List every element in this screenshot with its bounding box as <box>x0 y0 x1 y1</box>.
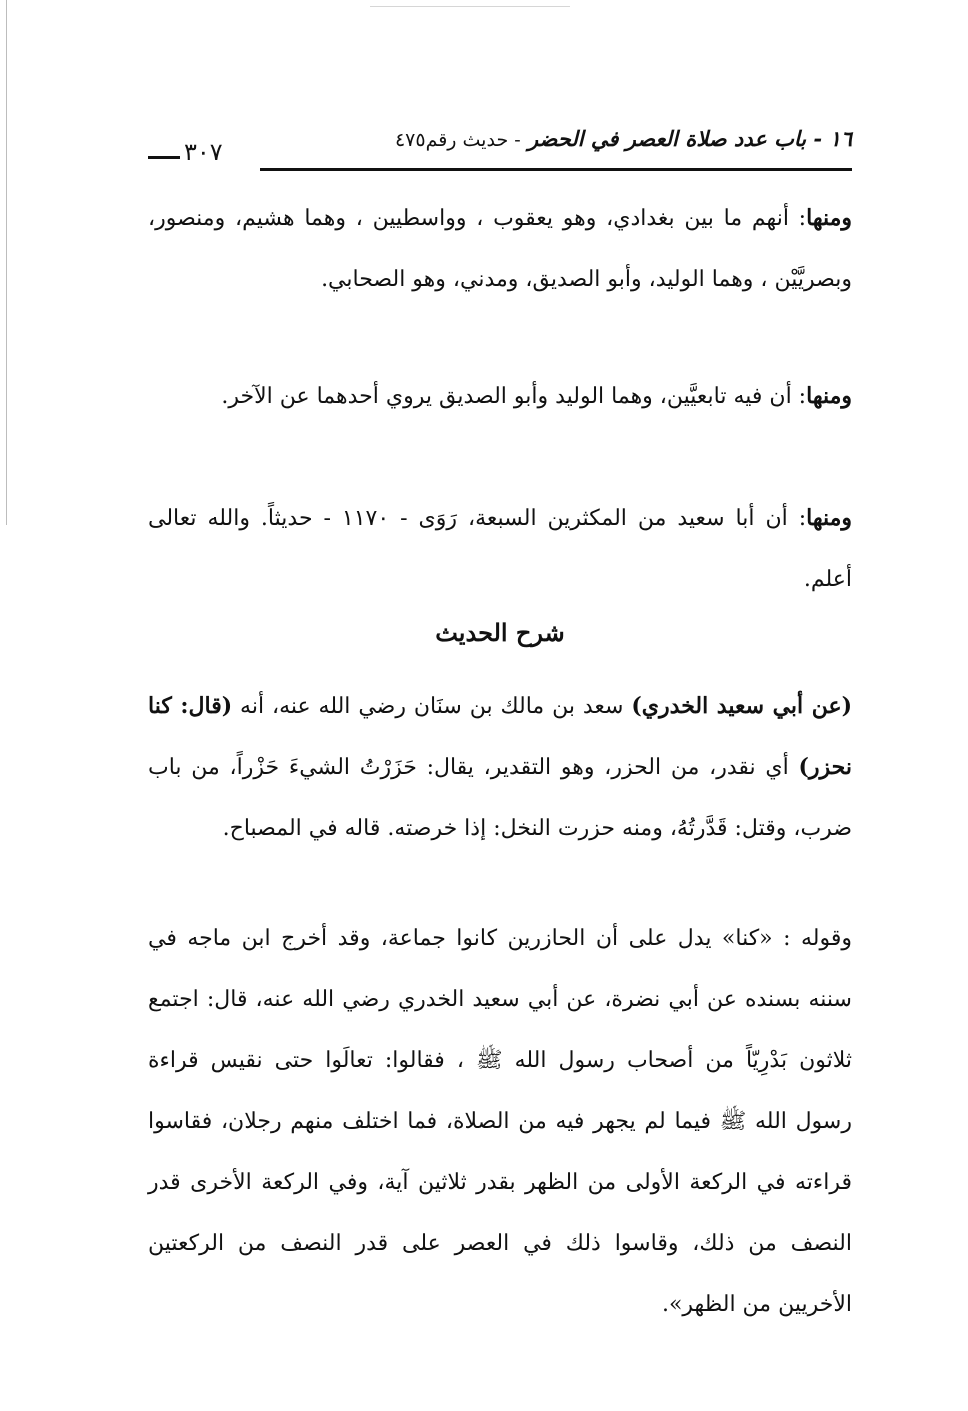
page-header <box>148 126 852 182</box>
paragraph-lead: ومنها <box>806 383 852 409</box>
page-edge-line <box>6 0 7 525</box>
hadith-reference: - حديث رقم٤٧٥ <box>394 129 521 151</box>
paragraph-text: : أنهم ما بين بغدادي، وهو يعقوب ، وواسطيين ، وهما هشيم، ومنصور، وبصريَّيْن ، وهما الوليد، وأبو الصديق، ومدني، وهو الصحابي. <box>148 206 852 292</box>
chapter-title-text: ١٦ - باب عدد صلاة العصر في الحضر <box>527 126 852 151</box>
paragraph-explanation-1 <box>148 676 852 859</box>
paragraph-narrators-origin <box>148 188 852 310</box>
paragraph-abu-saeed <box>148 488 852 610</box>
scan-top-mark <box>370 6 570 7</box>
paragraph-text: أي نقدر، من الحزر، وهو التقدير، يقال: حَزَرْتُ الشيءَ حَزْراً، من باب ضرب، وقتل: قَدَّرتُهُ، ومنه حزرت النخل: إذا خرصته. قاله في المصباح. <box>148 755 852 841</box>
chapter-title <box>395 126 852 151</box>
paragraph-text: وقوله : «كنا» يدل على أن الحازرين كانوا جماعة، وقد أخرج ابن ماجه في سننه بسنده عن أبي نضرة، عن أبي سعيد الخدري رضي الله عنه، قال: اجتمع ثلاثون بَدْرِيّاً من أصحاب رسول الله ﷺ ، فقالوا: تعالَوا حتى نقيس قراءة رسول الله ﷺ فيما لم يجهر فيه من الصلاة، فما اختلف منهم رجلان، فقاسوا قراءته في الركعة الأولى من الظهر بقدر ثلاثين آية، وفي الركعة الأخرى قدر النصف من ذلك، وقاسوا ذلك في العصر على قدر النصف من الركعتين الأخريين من الظهر». <box>148 926 852 1317</box>
paragraph-explanation-2 <box>148 908 852 1335</box>
paragraph-tabiin <box>148 366 852 427</box>
page-number: ٣٠٧ <box>184 138 223 166</box>
quoted-phrase: (عن أبي سعيد الخدري) <box>631 693 852 719</box>
page-number-dash <box>148 156 180 159</box>
paragraph-text: : أن فيه تابعيَّين، وهما الوليد وأبو الصديق يروي أحدهما عن الآخر. <box>221 384 807 409</box>
header-rule <box>260 168 852 171</box>
paragraph-text: سعد بن مالك بن سنَان رضي الله عنه، أنه <box>240 694 624 719</box>
paragraph-lead: ومنها <box>806 205 852 231</box>
paragraph-lead: ومنها <box>806 505 852 531</box>
quoted-phrase: (قال: كنا نحزر) <box>148 693 852 780</box>
paragraph-text: : أن أبا سعيد من المكثرين السبعة، رَوَى - ١١٧٠ - حديثاً. والله تعالى أعلم. <box>148 506 852 592</box>
section-title: شرح الحديث <box>435 618 565 647</box>
